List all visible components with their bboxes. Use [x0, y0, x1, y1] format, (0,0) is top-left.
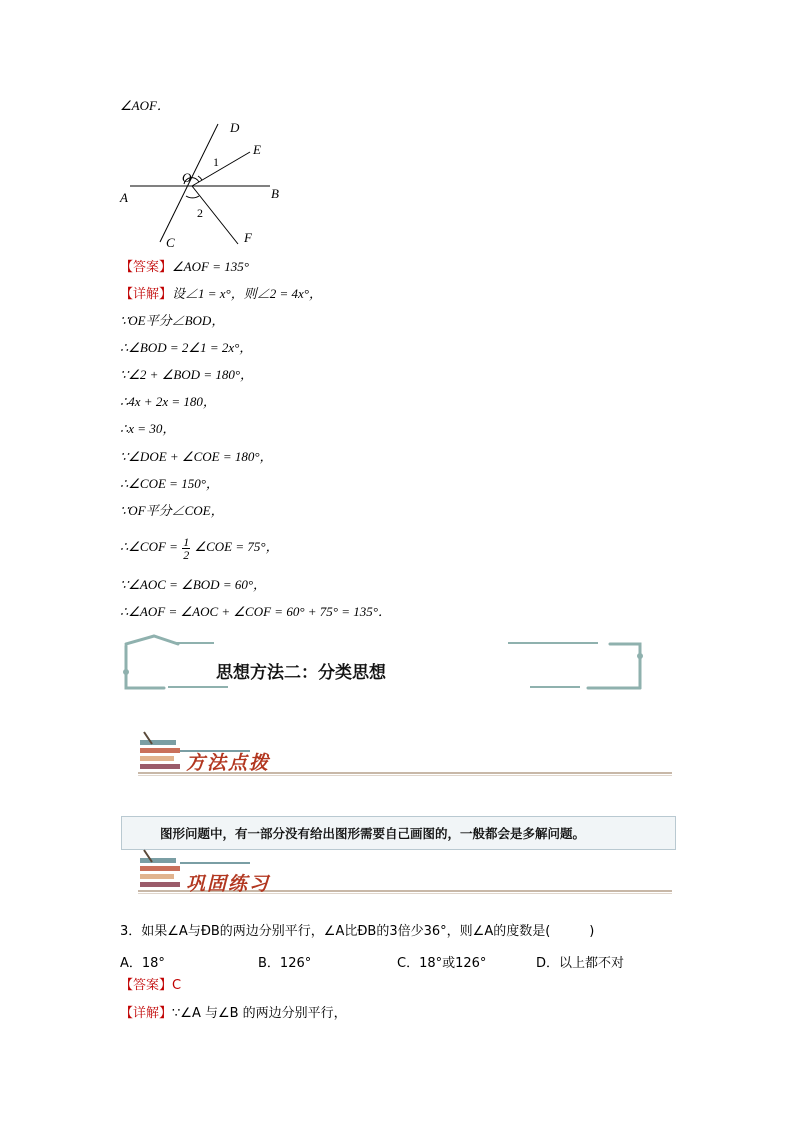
- section-banner-frame: [118, 632, 658, 698]
- detail-line: 设∠1 = x°，则∠2 = 4x°，: [172, 286, 322, 301]
- detail-line: ∵OF平分∠COE，: [120, 503, 224, 518]
- label-o: O: [182, 170, 192, 185]
- question-3-stem: 3．如果∠A与ÐB的两边分别平行，∠A比ÐB的3倍少36°，则∠A的度数是( ): [120, 924, 595, 939]
- detail-line: ∴4x + 2x = 180，: [120, 394, 216, 409]
- detail-line: ∴∠BOD = 2∠1 = 2x°，: [120, 340, 253, 355]
- answer-tag: 【答案】: [120, 260, 173, 275]
- detail-line: ∴∠COE = 150°，: [120, 476, 219, 491]
- detail-line: ∴x = 30，: [120, 421, 176, 436]
- detail-tag: 【详解】: [120, 1006, 173, 1021]
- option-b: B．126°: [258, 956, 312, 971]
- label-b: B: [271, 186, 279, 201]
- angle-1-arc: [198, 176, 202, 180]
- fraction-denominator: 2: [183, 547, 190, 562]
- frac-suffix: ∠COE = 75°，: [194, 539, 279, 554]
- answer-1: [120, 259, 249, 276]
- pencil-icon: [140, 732, 180, 769]
- fraction-numerator: 1: [183, 534, 190, 549]
- label-angle-2: 2: [197, 206, 203, 220]
- answer-value: C: [172, 978, 182, 993]
- method-tip-text: 图形问题中，有一部分没有给出图形需要自己画图的，一般都会是多解问题。: [160, 826, 586, 841]
- label-a: A: [120, 190, 128, 205]
- angle-figure: [112, 116, 292, 252]
- option-a: A．18°: [120, 956, 165, 971]
- method-header-title: 方法点拨: [186, 752, 271, 774]
- detail-line: ∴∠AOF = ∠AOC + ∠COF = 60° + 75° = 135°．: [120, 604, 391, 619]
- answer-tag: 【答案】: [120, 978, 173, 993]
- practice-header-title: 巩固练习: [186, 873, 271, 895]
- label-e: E: [253, 142, 261, 157]
- answer-value: ∠AOF = 135°: [172, 259, 249, 274]
- section-banner-title: 思想方法二：分类思想: [216, 663, 386, 683]
- pencil-icon: [140, 850, 180, 887]
- ray-oe: [192, 152, 250, 186]
- previous-question-fragment: ∠AOF．: [120, 98, 170, 113]
- angle-2-arc: [186, 196, 199, 198]
- detail-1-line-0: [120, 286, 322, 303]
- frac-prefix: ∴∠COF =: [120, 539, 178, 554]
- fraction: [182, 536, 190, 561]
- detail-text: ∵∠A 与∠B 的两边分别平行，: [172, 1006, 347, 1021]
- label-f: F: [244, 230, 252, 245]
- detail-line: ∵∠AOC = ∠BOD = 60°，: [120, 577, 267, 592]
- option-c: C．18°或126°: [397, 956, 487, 971]
- detail-line: ∵OE平分∠BOD，: [120, 313, 225, 328]
- detail-fraction-line: [120, 530, 279, 564]
- detail-line: ∵∠DOE + ∠COE = 180°，: [120, 449, 273, 464]
- detail-tag: 【详解】: [120, 287, 173, 302]
- detail-3: [120, 1006, 347, 1022]
- label-d: D: [230, 120, 240, 135]
- option-d: D．以上都不对: [536, 956, 625, 971]
- label-angle-1: 1: [213, 155, 219, 169]
- detail-line: ∵∠2 + ∠BOD = 180°，: [120, 367, 254, 382]
- answer-3: [120, 978, 181, 994]
- label-c: C: [166, 235, 175, 250]
